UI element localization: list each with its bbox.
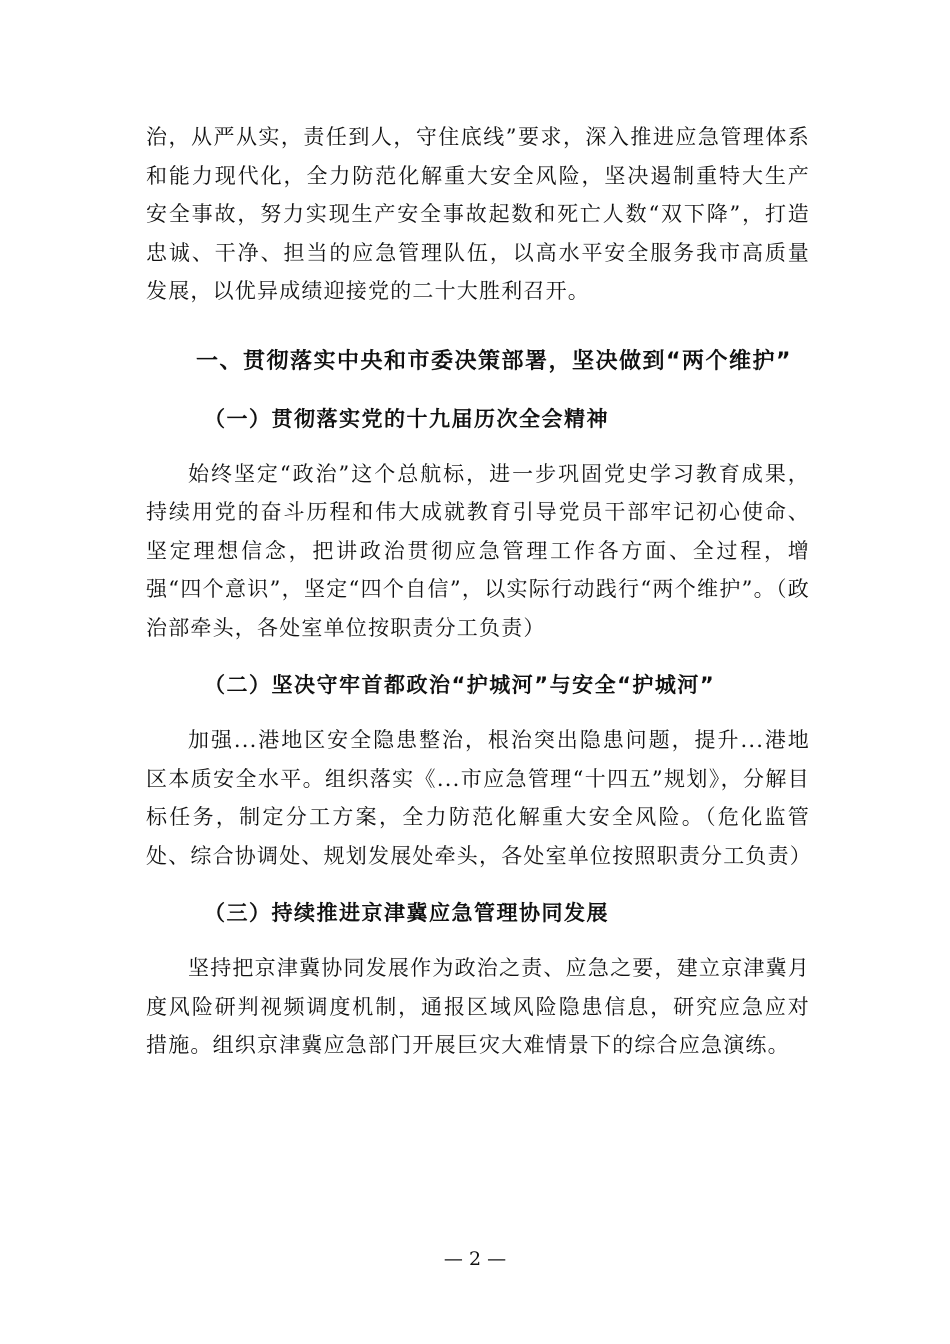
section-heading-1: 一、贯彻落实中央和市委决策部署，坚决做到“两个维护” xyxy=(196,348,792,374)
subsection-heading-3: （三）持续推进京津冀应急管理协同发展 xyxy=(204,901,609,925)
page-number: — 2 — xyxy=(443,1248,507,1270)
paragraph-2: 加强...港地区安全隐患整治，根治突出隐患问题，提升...港地区本质安全水平。组织落实《...市应急管理“十四五”规划》，分解目标任务，制定分工方案，全力防范化解重大安全风险。（危化监管处、综合协调处、规划发展处牵头，各处室单位按照职责分工负责） xyxy=(146,728,812,868)
subsection-heading-2: （二）坚决守牢首都政治“护城河”与安全“护城河” xyxy=(204,673,716,697)
document-body xyxy=(146,118,810,1065)
paragraph-1: 始终坚定“政治”这个总航标，进一步巩固党史学习教育成果，持续用党的奋斗历程和伟大成就教育引导党员干部牢记初心使命、坚定理想信念，把讲政治贯彻应急管理工作各方面、全过程，增强“四个意识”，坚定“四个自信”，以实际行动践行“两个维护”。（政治部牵头，各处室单位按职责分工负责） xyxy=(146,461,810,640)
subsection-heading-1: （一）贯彻落实党的十九届历次全会精神 xyxy=(204,406,609,431)
paragraph-3: 坚持把京津冀协同发展作为政治之责、应急之要，建立京津冀月度风险研判视频调度机制，通报区域风险隐患信息，研究应急应对措施。组织京津冀应急部门开展巨灾大难情景下的综合应急演练。 xyxy=(146,956,810,1057)
intro-paragraph: 治，从严从实，责任到人，守住底线”要求，深入推进应急管理体系和能力现代化，全力防范化解重大安全风险，坚决遏制重特大生产安全事故，努力实现生产安全事故起数和死亡人数“双下降”，打造忠诚、干净、担当的应急管理队伍，以高水平安全服务我市高质量发展，以优异成绩迎接党的二十大胜利召开。 xyxy=(146,125,810,303)
